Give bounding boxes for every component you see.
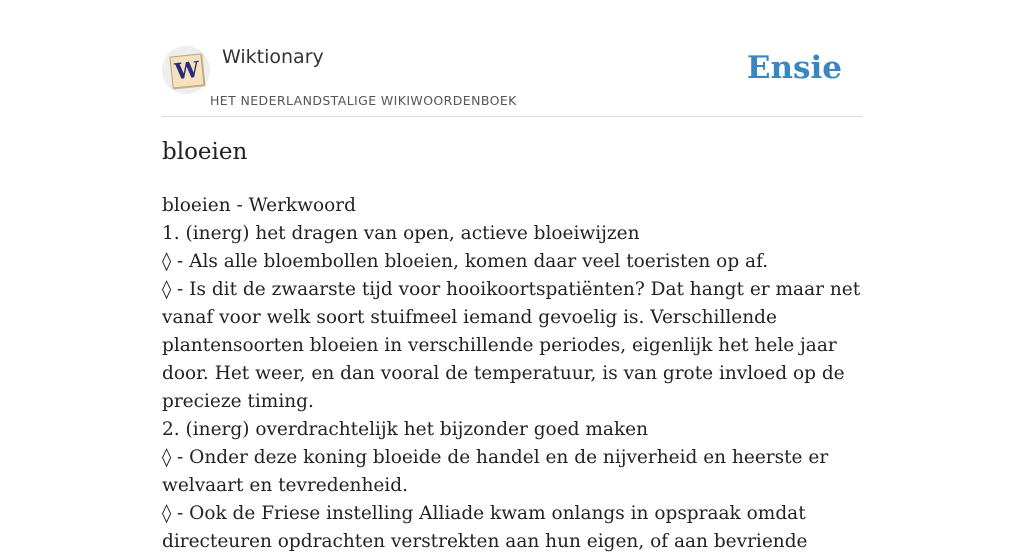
site-name[interactable]: Wiktionary <box>222 46 324 68</box>
wiktionary-logo-icon[interactable] <box>162 46 210 94</box>
entry-heading: bloeien - Werkwoord <box>162 195 356 216</box>
site-tagline: HET NEDERLANDSTALIGE WIKIWOORDENBOEK <box>210 93 517 108</box>
example-4: ◊ - Ook de Friese instelling Alliade kwam onlangs in opspraak omdat directeuren opdrachten verstrekten aan hun eigen, of aan bevriende <box>162 503 808 552</box>
definition-2: 2. (inerg) overdrachtelijk het bijzonder goed maken <box>162 419 649 440</box>
page-title: bloeien <box>162 139 248 165</box>
entry-content <box>162 192 867 556</box>
ensie-brand-link[interactable]: Ensie <box>746 50 842 86</box>
site-header <box>162 0 862 117</box>
example-1: ◊ - Als alle bloembollen bloeien, komen daar veel toeristen op af. <box>162 251 769 272</box>
example-3: ◊ - Onder deze koning bloeide de handel en de nijverheid en heerste er welvaart en tevredenheid. <box>162 447 829 496</box>
example-2: ◊ - Is dit de zwaarste tijd voor hooikoortspatiënten? Dat hangt er maar net vanaf voor welk soort stuifmeel iemand gevoelig is. Verschillende plantensoorten bloeien in verschillende periodes, eigenlijk het hele jaar door. Het weer, en dan vooral de temperatuur, is van grote invloed op de precieze timing. <box>162 279 861 412</box>
logo-letter: W <box>169 53 204 88</box>
definition-1: 1. (inerg) het dragen van open, actieve bloeiwijzen <box>162 223 640 244</box>
